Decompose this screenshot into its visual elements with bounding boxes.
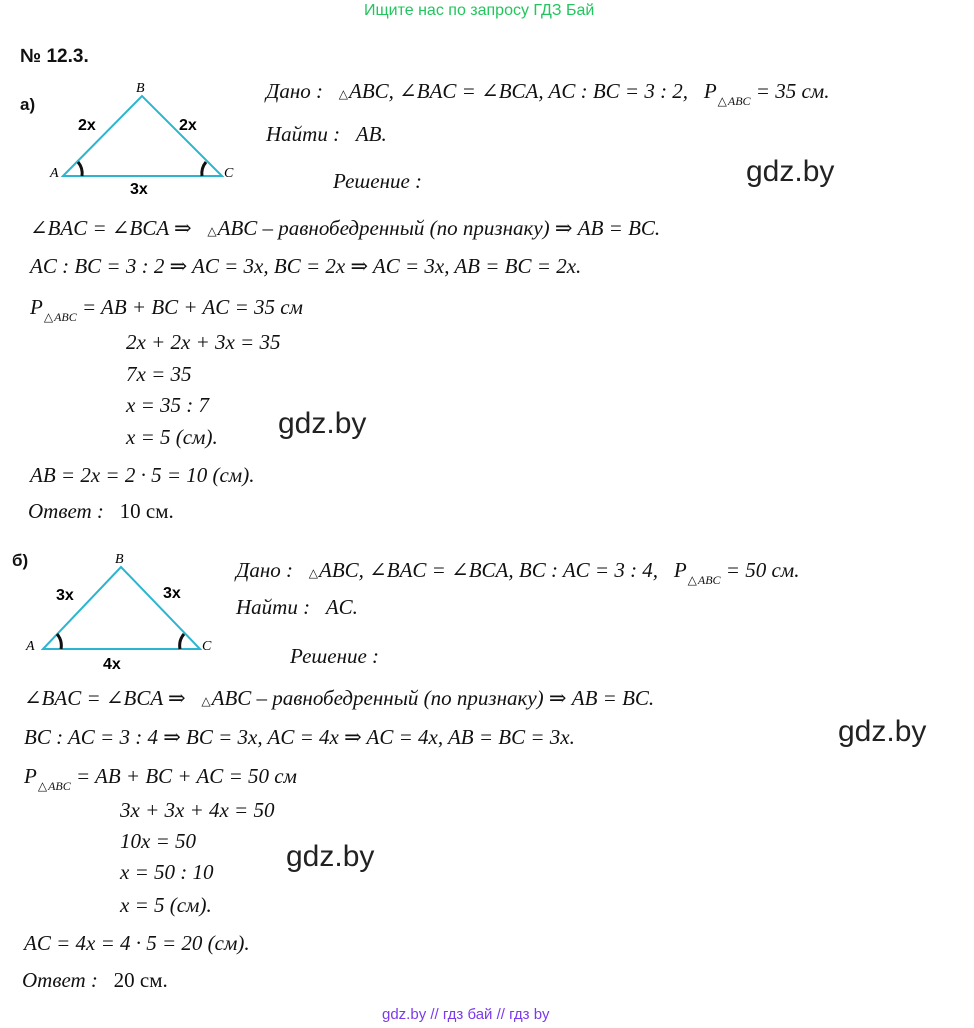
given-line-a: Дано : △ABC, ∠BAC = ∠BCA, AC : BC = 3 : 2, $P_{\triangle ABC} = 35$ см. (266, 79, 830, 108)
angle-a-arc (57, 634, 61, 649)
equation-4-a: x = 5 (см). (126, 425, 218, 449)
side-bc-label: 2x (179, 117, 197, 134)
side-bc-label: 3x (163, 585, 181, 602)
vertex-a: A (50, 166, 59, 181)
result-line-b: AC = 4x = 4 · 5 = 20 (см). (24, 931, 250, 955)
solution-label-b: Решение : (290, 644, 380, 668)
answer-line-b: Ответ : 20 см. (22, 968, 168, 992)
side-ab-label: 3x (56, 587, 74, 604)
side-ac-label: 3x (130, 181, 148, 198)
vertex-b: B (136, 81, 145, 96)
solution-line2-a: AC : BC = 3 : 2 ⇒ AC = 3x, BC = 2x ⇒ AC = 3x, AB = BC = 2x. (30, 254, 582, 278)
solution-line2-b: BC : AC = 3 : 4 ⇒ BC = 3x, AC = 4x ⇒ AC = 4x, AB = BC = 3x. (24, 725, 575, 749)
side-ac-label: 4x (103, 656, 121, 673)
equation-2-b: 10x = 50 (120, 829, 196, 853)
watermark: gdz.by (838, 715, 927, 748)
equation-4-b: x = 5 (см). (120, 893, 212, 917)
equation-3-a: x = 35 : 7 (126, 393, 209, 417)
perimeter-line-b: $P_{\triangle ABC}$ = AB + BC + AC = 50 см (24, 764, 297, 793)
vertex-b: B (115, 552, 124, 567)
part-b-label: б) (12, 551, 29, 570)
triangle-b-diagram (20, 548, 230, 673)
angle-c-arc (202, 162, 206, 176)
find-line-a: Найти : AB. (266, 122, 387, 146)
equation-1-a: 2x + 2x + 3x = 35 (126, 330, 281, 354)
triangle-b-shape (43, 567, 200, 649)
angle-a-arc (78, 162, 82, 176)
given-line-b: Дано : △ABC, ∠BAC = ∠BCA, BC : AC = 3 : 4, $P_{\triangle ABC} = 50$ см. (236, 558, 800, 587)
perimeter-line-a: $P_{\triangle ABC}$ = AB + BC + AC = 35 см (30, 295, 303, 324)
equation-1-b: 3x + 3x + 4x = 50 (120, 798, 275, 822)
equation-2-a: 7x = 35 (126, 362, 192, 386)
watermark: gdz.by (278, 407, 367, 440)
part-a-label: а) (20, 95, 36, 114)
triangle-a-diagram (40, 78, 250, 198)
footer-links[interactable]: gdz.by // гдз бай // гдз by (382, 1006, 550, 1023)
vertex-c: C (202, 639, 212, 654)
solution-line1-b: ∠BAC = ∠BCA ⇒ △ABC – равнобедренный (по признаку) ⇒ AB = BC. (24, 686, 655, 710)
watermark: gdz.by (746, 155, 835, 188)
find-line-b: Найти : AC. (236, 595, 358, 619)
vertex-c: C (224, 166, 234, 181)
equation-3-b: x = 50 : 10 (120, 860, 214, 884)
problem-number: № 12.3. (20, 46, 89, 67)
watermark: gdz.by (286, 840, 375, 873)
angle-c-arc (180, 634, 184, 649)
header-promo[interactable]: Ищите нас по запросу ГДЗ Бай (364, 2, 595, 19)
solution-line1-a: ∠BAC = ∠BCA ⇒ △ABC – равнобедренный (по признаку) ⇒ AB = BC. (30, 216, 661, 240)
triangle-a-shape (63, 96, 222, 176)
vertex-a: A (26, 639, 35, 654)
result-line-a: AB = 2x = 2 · 5 = 10 (см). (30, 463, 255, 487)
solution-label-a: Решение : (333, 169, 423, 193)
side-ab-label: 2x (78, 117, 96, 134)
answer-line-a: Ответ : 10 см. (28, 499, 174, 523)
